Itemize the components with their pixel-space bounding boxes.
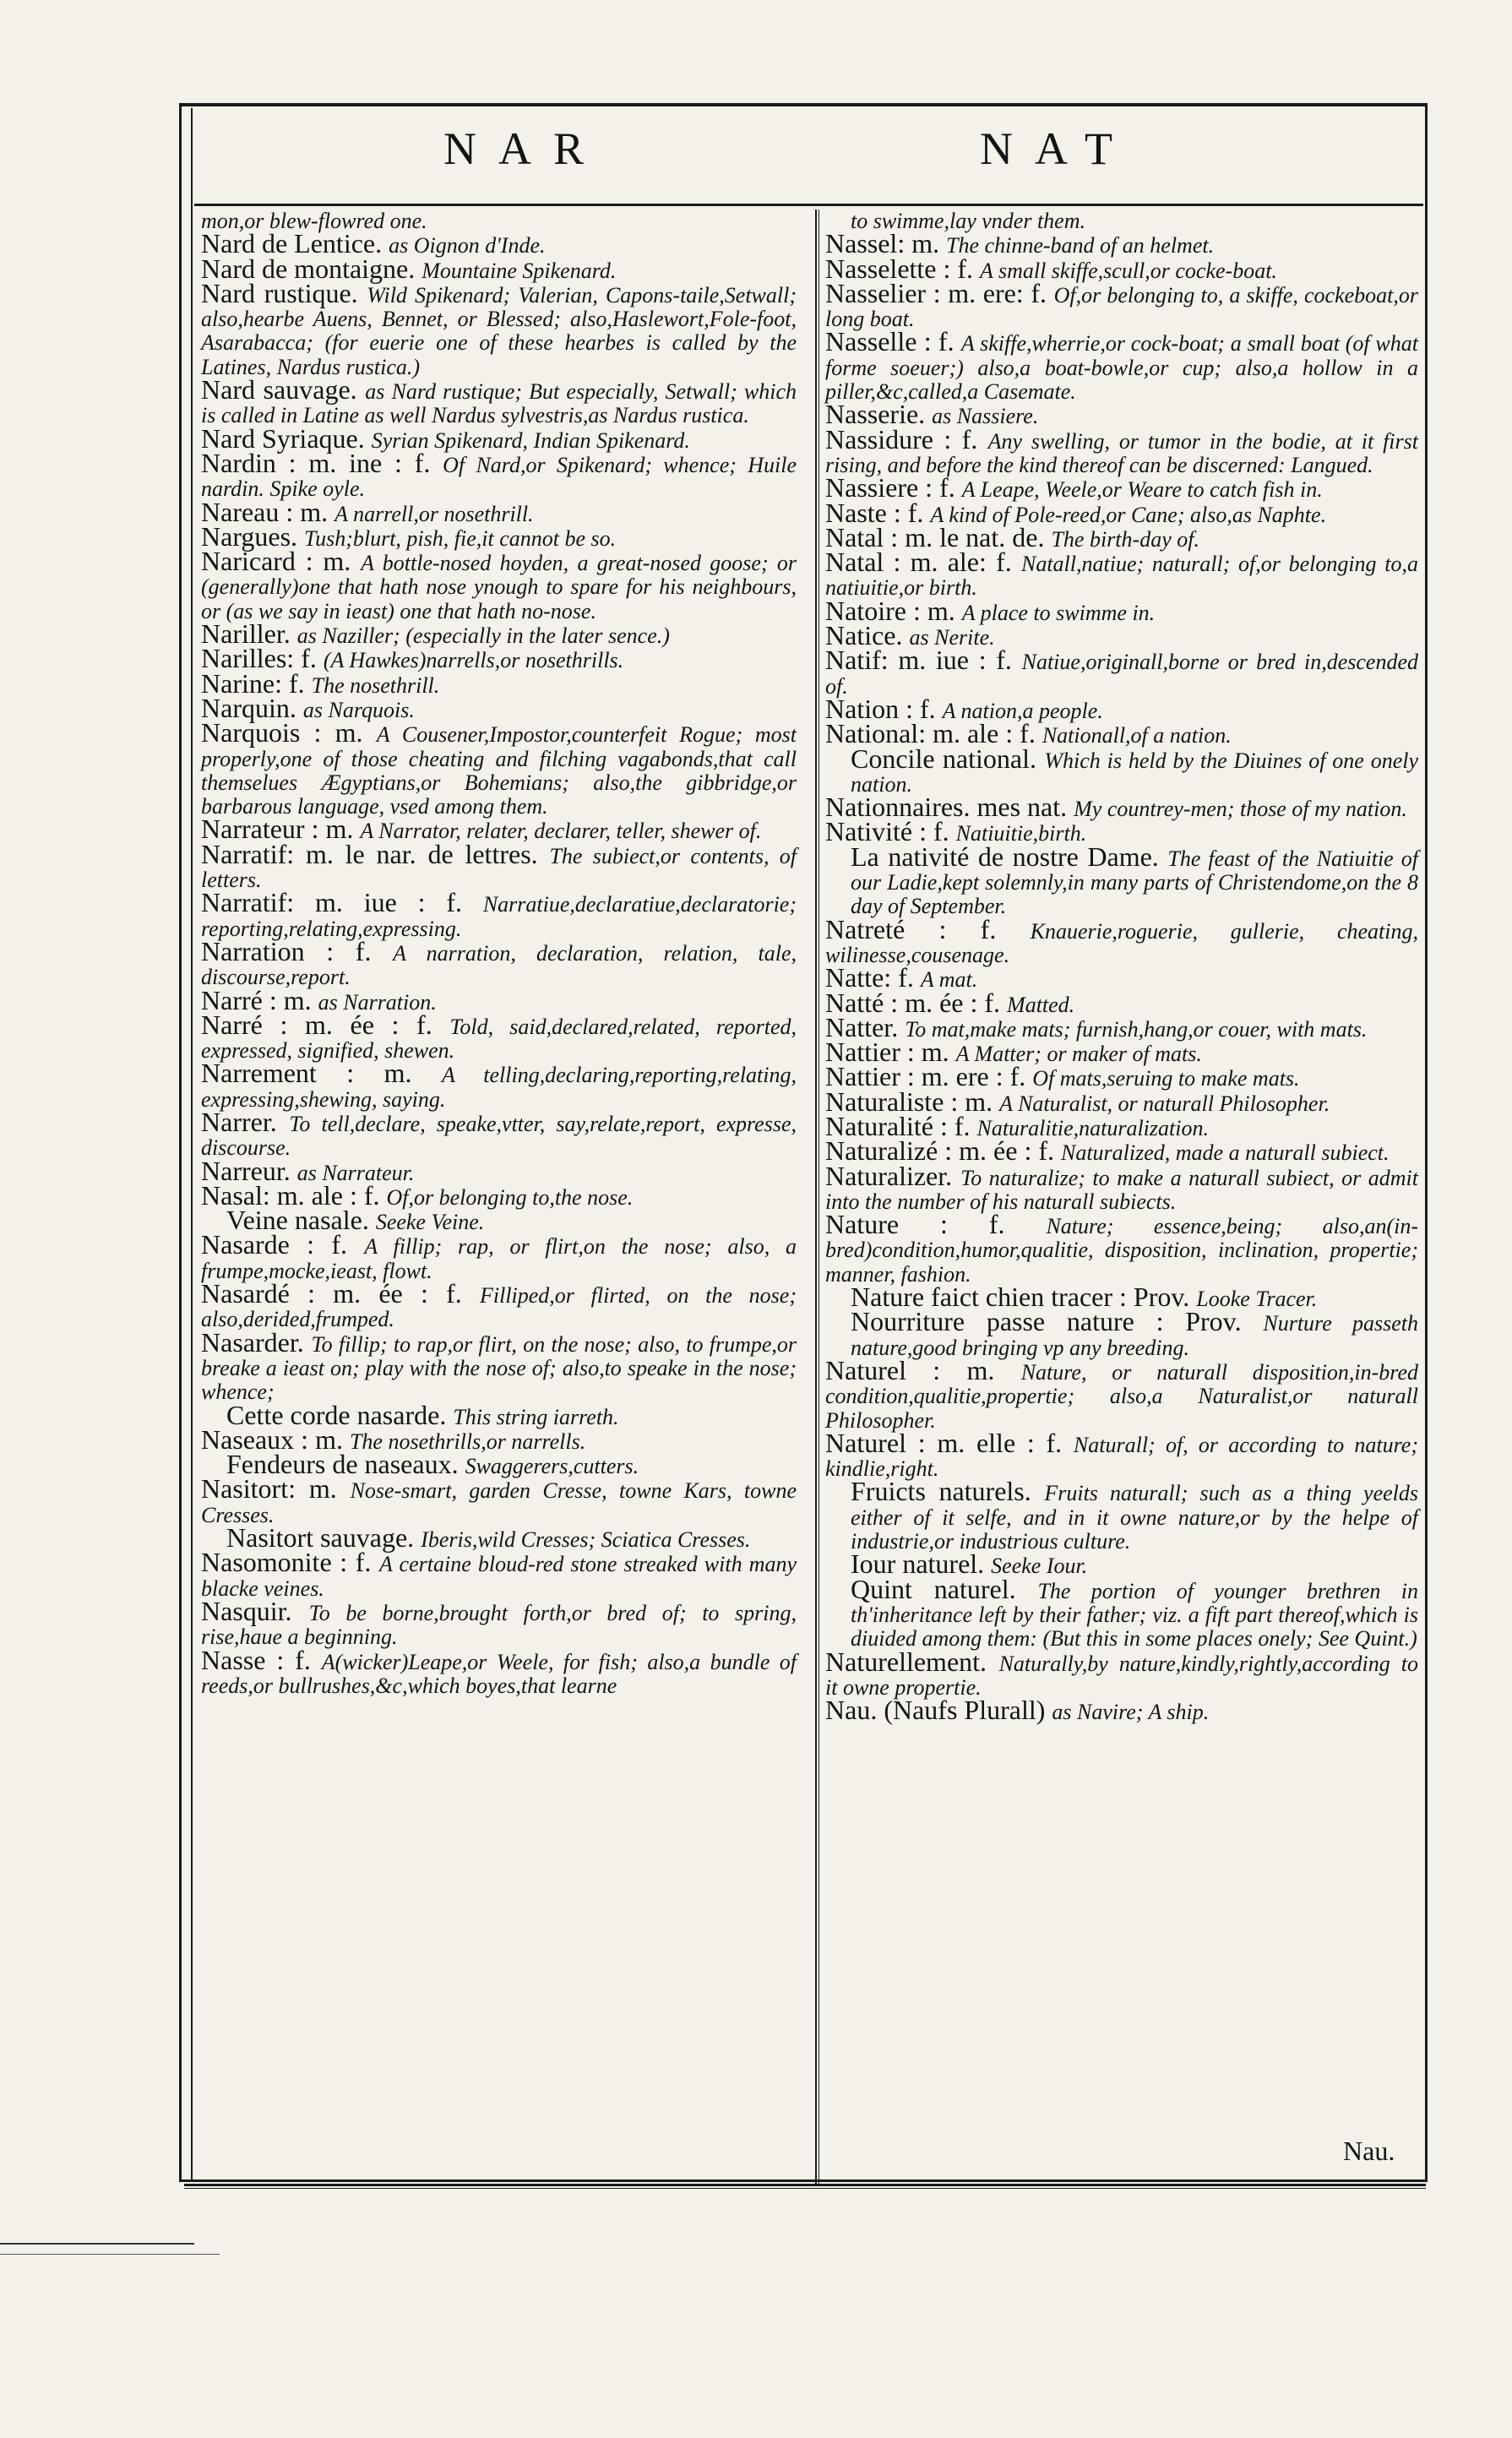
entry-definition: (A Hawkes)narrells,or nosethrills. xyxy=(323,648,624,673)
column-divider xyxy=(815,210,817,2186)
entry-headword: Naturalité : f. xyxy=(825,1110,977,1141)
entry-definition: Nurture passeth nature,good bringing vp any breeding. xyxy=(851,1311,1418,1360)
entry-headword: Iour naturel. xyxy=(851,1548,992,1580)
entry-headword: Nasselle : f. xyxy=(825,326,961,357)
dictionary-entry xyxy=(825,595,1418,626)
entry-definition: The subiect,or contents, of letters. xyxy=(201,843,797,893)
entry-headword: Nativité : f. xyxy=(825,816,956,847)
entry-headword: Natoire : m. xyxy=(825,595,962,626)
entry-headword: Natif: m. iue : f. xyxy=(825,645,1022,676)
entry-headword: Nasal: m. ale : f. xyxy=(201,1179,387,1211)
entry-headword: Naturaliste : m. xyxy=(825,1086,1000,1117)
bottom-rule-inner xyxy=(184,2188,1426,2189)
entry-headword: Nature : f. xyxy=(825,1209,1047,1240)
entry-headword: Narré : m. ée : f. xyxy=(201,1009,450,1040)
dictionary-entry xyxy=(825,841,1418,919)
entry-definition: Nationall,of a nation. xyxy=(1042,723,1232,748)
entry-headword: Nationnaires. mes nat. xyxy=(825,792,1074,823)
entry-definition: To mat,make mats; furnish,hang,or couer, with mats. xyxy=(905,1016,1368,1042)
left-column xyxy=(201,208,797,1697)
entry-definition: Natiuitie,birth. xyxy=(955,821,1087,846)
dictionary-entry xyxy=(825,645,1418,699)
dictionary-entry xyxy=(825,1646,1418,1700)
entry-headword: Natice. xyxy=(825,620,910,651)
entry-headword: Naturalizé : m. ée : f. xyxy=(825,1135,1061,1167)
entry-definition: Narratiue,declaratiue,declaratorie; reporting,relating,expressing. xyxy=(201,892,797,941)
dictionary-entry xyxy=(825,547,1418,601)
entry-headword: Nardin : m. ine : f. xyxy=(201,447,443,478)
entry-definition: My countrey-men; those of my nation. xyxy=(1074,797,1407,822)
entry-definition: The chinne-band of an helmet. xyxy=(946,233,1215,258)
dictionary-entry xyxy=(825,1476,1418,1554)
dictionary-entry xyxy=(201,1058,797,1112)
entry-definition: Mountaine Spikenard. xyxy=(422,258,617,283)
entry-definition: Which is held by the Diuines of one onely nation. xyxy=(851,748,1419,797)
running-head-left: NAR xyxy=(443,123,606,174)
entry-headword: Nourriture passe nature : Prov. xyxy=(851,1306,1264,1337)
entry-definition: to swimme,lay vnder them. xyxy=(851,209,1086,233)
entry-definition: A Narrator, relater, declarer, teller, shewer of. xyxy=(360,819,762,844)
entry-headword: Narrement : m. xyxy=(201,1058,442,1089)
entry-headword: Narilles: f. xyxy=(201,643,324,674)
running-head-right: NAT xyxy=(980,123,1134,174)
entry-definition: as Narquois. xyxy=(302,697,415,722)
entry-definition: To fillip; to rap,or flirt, on the nose; also, to frumpe,or breake a ieast on; play with the nose of; also,to speake in the nose; whence; xyxy=(201,1331,797,1405)
entry-headword: Narratif: m. le nar. de lettres. xyxy=(201,838,550,869)
entry-headword: Nargues. xyxy=(201,520,305,552)
entry-definition: Iberis,wild Cresses; Sciatica Cresses. xyxy=(421,1527,751,1553)
entry-definition: as Nassiere. xyxy=(932,404,1039,429)
dictionary-entry xyxy=(825,1209,1418,1287)
entry-headword: Narquin. xyxy=(201,692,303,723)
dictionary-entry xyxy=(201,838,797,893)
entry-headword: Nasomonite : f. xyxy=(201,1547,380,1578)
entry-definition: as Narrateur. xyxy=(296,1160,415,1185)
dictionary-entry xyxy=(201,374,797,428)
entry-headword: Nasitort sauvage. xyxy=(226,1522,422,1554)
entry-definition: Wild Spikenard; Valerian, Capons-taile,Setwall; also,hearbe Auens, Bennet, or Blessed; also,Haslewort,Fole-foot, Asarabacca; (for euerie one of these hearbes is called by the Latines, Nardus rustica.) xyxy=(201,282,797,379)
entry-headword: Narreur. xyxy=(201,1155,297,1186)
entry-headword: Nassidure : f. xyxy=(825,423,988,454)
entry-definition: The nosethrill. xyxy=(311,672,440,698)
entry-definition: Knauerie,roguerie, gullerie, cheating, wilinesse,cousenage. xyxy=(825,918,1418,967)
entry-headword: Natte: f. xyxy=(825,962,921,993)
entry-definition: A place to swimme in. xyxy=(961,600,1156,625)
scan-edge-line xyxy=(0,2243,194,2245)
entry-definition: Syrian Spikenard, Indian Spikenard. xyxy=(371,427,690,453)
entry-definition: as Navire; A ship. xyxy=(1052,1700,1210,1725)
entry-headword: Narration : f. xyxy=(201,935,394,966)
entry-headword: Nasse : f. xyxy=(201,1644,322,1675)
entry-headword: National: m. ale : f. xyxy=(825,718,1042,749)
entry-headword: Naturellement. xyxy=(825,1646,999,1677)
dictionary-entry xyxy=(825,1306,1418,1360)
entry-definition: A small skiffe,scull,or cocke-boat. xyxy=(980,258,1277,283)
entry-headword: Nard de montaigne. xyxy=(201,253,422,284)
entry-definition: Of mats,seruing to make mats. xyxy=(1032,1066,1300,1091)
dictionary-entry xyxy=(825,326,1418,405)
entry-definition: This string iarreth. xyxy=(453,1404,619,1429)
dictionary-entry xyxy=(825,1573,1418,1652)
entry-headword: Naseaux : m. xyxy=(201,1423,350,1455)
entry-headword: Nasquir. xyxy=(201,1595,309,1626)
entry-definition: A narrell,or nosethrill. xyxy=(334,501,534,526)
entry-definition: Filliped,or flirted, on the nose; also,derided,frumped. xyxy=(201,1283,797,1332)
entry-headword: Fendeurs de naseaux. xyxy=(226,1449,465,1480)
dictionary-entry xyxy=(201,546,797,623)
entry-definition: A Leape, Weele,or Weare to catch fish in. xyxy=(961,477,1323,503)
entry-headword: Natal : m. le nat. de. xyxy=(825,521,1052,552)
dictionary-entry xyxy=(825,1160,1419,1214)
entry-definition: The portion of younger brethren in th'inheritance left by their father; viz. a fift part thereof,which is diuided among them: (But this in some places onely; See Quint.) xyxy=(851,1578,1418,1652)
entry-headword: Narrateur : m. xyxy=(201,814,361,845)
entry-definition: A skiffe,wherrie,or cock-boat; a small boat (of what forme soeuer;) also,a boat-bowle,or cup; also,a hollow in a piller,&c,called,a Casemate. xyxy=(825,331,1418,405)
dictionary-entry xyxy=(201,1009,797,1064)
entry-definition: as Narration. xyxy=(318,989,437,1015)
entry-headword: Narine: f. xyxy=(201,667,312,699)
dictionary-entry xyxy=(201,277,797,379)
entry-headword: Natter. xyxy=(825,1011,906,1042)
entry-headword: Concile national. xyxy=(851,743,1045,774)
entry-headword: Naturel : m. xyxy=(825,1354,1021,1385)
entry-headword: Natté : m. ée : f. xyxy=(825,987,1008,1018)
entry-headword: Nard sauvage. xyxy=(201,374,366,405)
entry-headword: Nasselier : m. ere: f. xyxy=(825,277,1054,308)
entry-headword: Nasardé : m. ée : f. xyxy=(201,1278,480,1309)
dictionary-entry xyxy=(825,987,1418,1018)
entry-definition: A mat. xyxy=(920,967,978,993)
header-rule xyxy=(194,204,1423,206)
entry-definition: Naturalitie,naturalization. xyxy=(976,1115,1209,1140)
entry-definition: as Naziller; (especially in the later sence.) xyxy=(296,623,670,649)
entry-headword: Nasitort: m. xyxy=(201,1473,351,1505)
entry-definition: The birth-day of. xyxy=(1051,526,1199,552)
dictionary-entry xyxy=(201,1473,797,1527)
entry-headword: Naste : f. xyxy=(825,497,931,528)
entry-headword: Nasarde : f. xyxy=(201,1229,365,1260)
entry-definition: Natiue,originall,borne or bred in,descended of. xyxy=(825,650,1418,699)
dictionary-entry xyxy=(201,935,797,990)
border-inner-line xyxy=(191,108,193,2180)
entry-definition: Nose-smart, garden Cresse, towne Kars, towne Cresses. xyxy=(201,1478,797,1527)
entry-definition: Seeke Veine. xyxy=(375,1210,485,1235)
dictionary-entry xyxy=(201,1644,797,1698)
entry-definition: A bottle-nosed hoyden, a great-nosed goose; or (generally)one that hath nose ynough to spare for his neighbours, or (as we say in ieast) one that hath no-nose. xyxy=(201,551,797,623)
entry-definition: Of,or belonging to, a skiffe, cockeboat,or long boat. xyxy=(825,282,1418,332)
dictionary-entry xyxy=(201,1595,797,1650)
entry-definition: A Matter; or maker of mats. xyxy=(955,1042,1202,1067)
entry-headword: Nattier : m. ere : f. xyxy=(825,1061,1033,1092)
entry-definition: A nation,a people. xyxy=(942,698,1103,723)
entry-definition: A Naturalist, or naturall Philosopher. xyxy=(999,1091,1330,1116)
entry-definition: Looke Tracer. xyxy=(1196,1287,1318,1312)
entry-definition: Swaggerers,cutters. xyxy=(465,1454,639,1479)
entry-headword: Nassiere : f. xyxy=(825,472,962,503)
entry-headword: Fruicts naturels. xyxy=(851,1476,1045,1507)
dictionary-entry xyxy=(201,1278,797,1332)
entry-headword: Nature faict chien tracer : Prov. xyxy=(851,1282,1197,1313)
dictionary-entry xyxy=(825,1354,1419,1433)
entry-headword: Naricard : m. xyxy=(201,546,362,577)
entry-definition: Tush;blurt, pish, fie,it cannot be so. xyxy=(304,525,617,551)
bottom-rule xyxy=(184,2184,1426,2186)
entry-definition: To naturalize; to make a naturall subiect, or admit into the number of his naturall subiects. xyxy=(825,1165,1419,1214)
entry-headword: Nation : f. xyxy=(825,693,943,724)
entry-definition: The feast of the Natiuitie of our Ladie,kept solemnly,in many parts of Christendome,on the 8 day of September. xyxy=(851,846,1418,919)
entry-definition: Seeke Iour. xyxy=(991,1554,1088,1579)
dictionary-entry xyxy=(201,1326,797,1405)
entry-headword: Natal : m. ale: f. xyxy=(825,547,1021,578)
entry-headword: Nasarder. xyxy=(201,1326,312,1358)
entry-definition: Naturall; of, or according to nature; kindlie,right. xyxy=(825,1432,1419,1482)
entry-headword: Nard de Lentice. xyxy=(201,228,389,259)
entry-headword: Nau. (Naufs Plurall) xyxy=(825,1695,1052,1726)
entry-definition: A telling,declaring,reporting,relating, expressing,shewing, saying. xyxy=(201,1063,797,1112)
entry-definition: as Nerite. xyxy=(909,625,995,650)
entry-definition: A fillip; rap, or flirt,on the nose; also, a frumpe,mocke,ieast, flowt. xyxy=(201,1234,797,1283)
entry-definition: A narration, declaration, relation, tale, discourse,report. xyxy=(201,940,797,990)
entry-headword: Narratif: m. iue : f. xyxy=(201,887,483,918)
entry-headword: Quint naturel. xyxy=(851,1573,1038,1604)
entry-definition: To tell,declare, speake,vtter, say,relate,report, expresse, discourse. xyxy=(201,1111,797,1161)
dictionary-entry xyxy=(201,447,797,502)
scan-edge-line-2 xyxy=(0,2254,220,2255)
entry-headword: Narré : m. xyxy=(201,984,318,1015)
entry-definition: mon,or blew-flowred one. xyxy=(201,209,427,233)
entry-headword: Nasserie. xyxy=(825,399,933,430)
entry-definition: A(wicker)Leape,or Weele, for fish; also,a bundle of reeds,or bullrushes,&c,which boyes,that learne xyxy=(201,1649,797,1698)
dictionary-entry xyxy=(825,1695,1418,1726)
entry-definition: Natall,natiue; naturall; of,or belonging to,a natiuitie,or birth. xyxy=(825,552,1418,601)
entry-headword: Narquois : m. xyxy=(201,717,377,748)
entry-definition: Matted. xyxy=(1007,992,1075,1017)
entry-definition: Fruits naturall; such as a thing yeelds either of it selfe, and in it owne nature,or by the helpe of industrie,or industrious culture. xyxy=(851,1481,1418,1554)
dictionary-entry xyxy=(201,1547,797,1601)
entry-headword: Nareau : m. xyxy=(201,496,335,527)
entry-headword: Cette corde nasarde. xyxy=(226,1399,454,1430)
entry-definition: A certaine bloud-red stone streaked with many blacke veines. xyxy=(201,1552,797,1601)
entry-definition: Told, said,declared,related, reported, expressed, signified, shewen. xyxy=(201,1014,797,1064)
entry-headword: Nassel: m. xyxy=(825,228,947,259)
dictionary-entry xyxy=(825,913,1418,967)
entry-definition: The nosethrills,or narrells. xyxy=(349,1429,586,1454)
entry-definition: Nature; essence,being; also,an(in-bred)condition,humor,qualitie, disposition, inclination, propertie; manner, fashion. xyxy=(825,1214,1418,1287)
entry-headword: La nativité de nostre Dame. xyxy=(851,841,1168,872)
entry-headword: Nard rustique. xyxy=(201,277,367,308)
dictionary-entry xyxy=(201,717,797,819)
entry-definition: as Oignon d'Inde. xyxy=(389,233,546,258)
dictionary-entry xyxy=(201,1229,797,1283)
entry-definition: Naturalized, made a naturall subiect. xyxy=(1060,1140,1390,1166)
catchword: Nau. xyxy=(1343,2136,1395,2166)
entry-definition: Any swelling, or tumor in the bodie, at it first rising, and before the kind thereof can be discerned: Langued. xyxy=(825,428,1418,477)
entry-definition: Nature, or naturall disposition,in-bred condition,qualitie,propertie; also,a Naturalist,or naturall Philosopher. xyxy=(825,1359,1419,1433)
entry-headword: Nattier : m. xyxy=(825,1037,956,1068)
dictionary-entry xyxy=(825,423,1418,477)
dictionary-entry xyxy=(201,1106,797,1161)
entry-headword: Nasselette : f. xyxy=(825,253,981,284)
entry-definition: Of Nard,or Spikenard; whence; Huile nardin. Spike oyle. xyxy=(201,452,797,502)
entry-definition: as Nard rustique; But especially, Setwall; which is called in Latine as well Nardus sylvestris,as Nardus rustica. xyxy=(201,379,797,428)
entry-definition: To be borne,brought forth,or bred of; to spring, rise,haue a beginning. xyxy=(201,1600,797,1650)
entry-headword: Nariller. xyxy=(201,618,297,650)
dictionary-entry xyxy=(825,743,1419,797)
entry-headword: Naturel : m. elle : f. xyxy=(825,1427,1074,1458)
dictionary-entry xyxy=(201,887,797,941)
dictionary-entry xyxy=(825,277,1418,332)
entry-headword: Narrer. xyxy=(201,1106,290,1137)
entry-headword: Natreté : f. xyxy=(825,913,1031,944)
entry-definition: A kind of Pole-reed,or Cane; also,as Naphte. xyxy=(930,502,1327,527)
entry-headword: Naturalizer. xyxy=(825,1160,961,1191)
entry-headword: Veine nasale. xyxy=(226,1205,376,1236)
entry-definition: A Cousener,Impostor,counterfeit Rogue; most properly,one of those cheating and filching vagabonds,that call themselues Ægyptians,or Bohemians; also,the gibbridge,or barbarous language, vsed among them. xyxy=(201,722,797,819)
entry-headword: Nard Syriaque. xyxy=(201,422,372,454)
entry-definition: Naturally,by nature,kindly,rightly,according to it owne propertie. xyxy=(825,1651,1418,1700)
entry-definition: Of,or belonging to,the nose. xyxy=(386,1184,634,1210)
right-column xyxy=(825,208,1419,1726)
dictionary-entry xyxy=(825,1427,1419,1482)
